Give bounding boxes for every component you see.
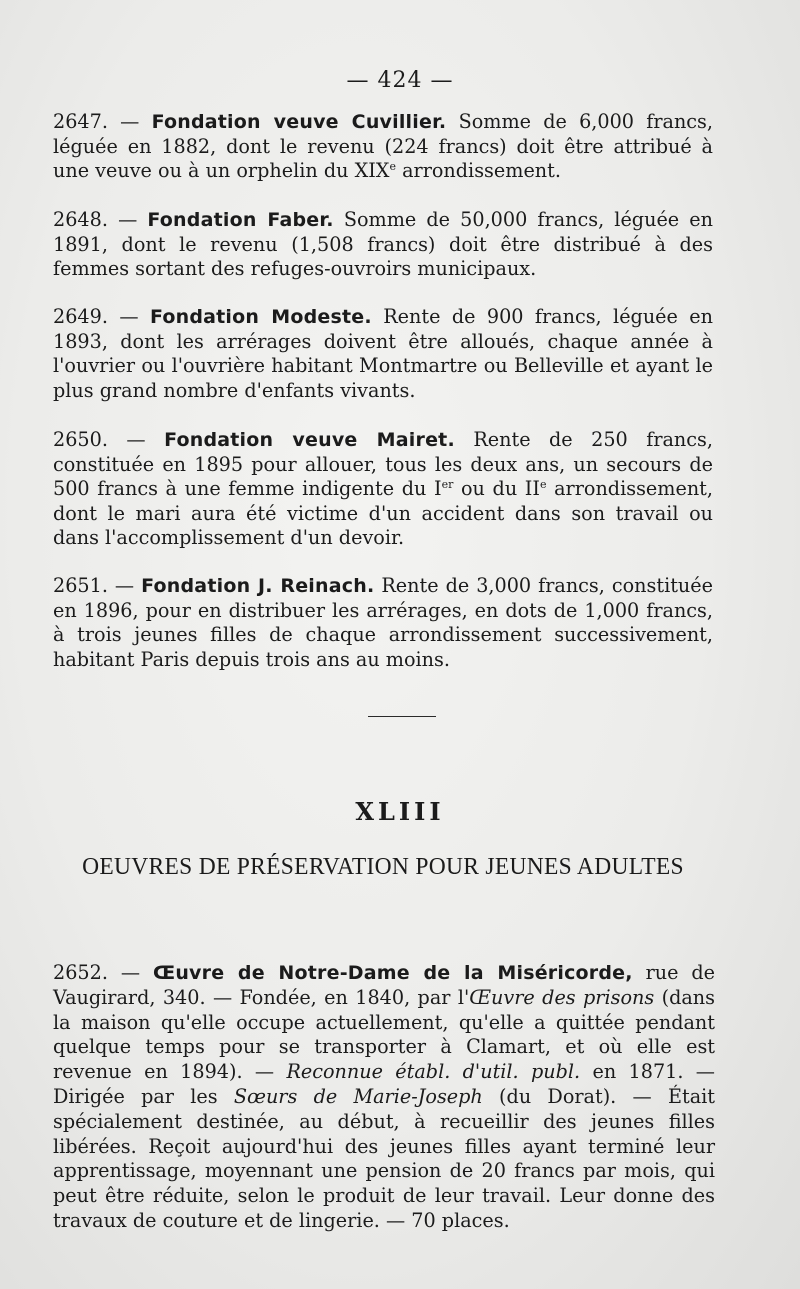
- entry-2651: [53, 574, 713, 672]
- entry-number: 2647.: [53, 110, 108, 133]
- entry-dash: —: [107, 961, 153, 984]
- chapter-title: OEUVRES DE PRÉSERVATION POUR JEUNES ADULTES: [82, 853, 684, 880]
- entry-text: (du Dorat). — Était spécialement destinée, au début, à recueillir des jeunes filles libérées. Reçoit aujourd'hui des jeunes filles ayant terminé leur apprentissage, moyennant une pension de 20 francs par mois, qui peut être réduite, selon le produit de leur travail. Leur donne des travaux de couture et de lingerie. — 70 places.: [53, 1084, 715, 1232]
- entry-text: Somme de 50,000 francs, léguée en 1891, dont le revenu (1,508 francs) doit être distribué à des femmes sortant des refuges-ouvroirs municipaux.: [53, 208, 713, 280]
- entry-number: 2648.: [53, 208, 108, 231]
- entry-dash: —: [107, 208, 148, 231]
- entry-2649: [53, 305, 713, 403]
- entry-text: arrondissement.: [395, 159, 561, 182]
- page-number: — 424 —: [346, 68, 454, 93]
- chapter-number: XLIII: [355, 797, 445, 826]
- entry-2648: [53, 208, 713, 282]
- entry-dash: —: [107, 110, 152, 133]
- italic-text: Sœurs de Marie-Joseph: [233, 1084, 483, 1108]
- entry-2647: [53, 110, 713, 184]
- entry-text: ou du II: [453, 477, 540, 500]
- entry-name: Fondation Faber.: [147, 209, 334, 231]
- entry-text: rue de Vaugirard, 340. — Fondée, en 1840, par l': [53, 961, 716, 1009]
- entry-text: (dans la maison qu'elle occupe actuellement, qu'elle a quittée pendant quelque temps pour se transporter à Clamart, et où elle est revenue en 1894). —: [53, 985, 716, 1084]
- italic-text: Œuvre des prisons: [469, 985, 655, 1009]
- section-separator-rule: [368, 716, 436, 717]
- entry-2650: [53, 428, 713, 551]
- superscript: e: [539, 478, 547, 491]
- entry-name: Œuvre de Notre-Dame de la Miséricorde,: [152, 962, 633, 984]
- entry-text: Rente de 900 francs, léguée en 1893, dont les arrérages doivent être alloués, chaque année à l'ouvrier ou l'ouvrière habitant Montmartre ou Belleville et ayant le plus grand nombre d'enfants vivants.: [53, 305, 714, 402]
- entry-text: Rente de 250 francs, constituée en 1895 pour allouer, tous les deux ans, un secours de 500 francs à une femme indigente du I: [53, 428, 713, 500]
- entry-2652: [53, 961, 715, 1234]
- entry-number: 2651.: [53, 574, 108, 597]
- entry-dash: —: [107, 574, 142, 597]
- entry-name: Fondation J. Reinach.: [141, 575, 375, 597]
- superscript: e: [389, 160, 396, 173]
- entry-text: en 1871. — Dirigée par les: [53, 1060, 715, 1108]
- entry-dash: —: [107, 428, 165, 451]
- entry-dash: —: [107, 305, 150, 328]
- entry-number: 2652.: [53, 961, 108, 984]
- entry-text: arrondissement, dont le mari aura été victime d'un accident dans son travail ou dans l'accomplissement d'un devoir.: [53, 477, 713, 549]
- superscript: er: [441, 478, 454, 491]
- entry-number: 2649.: [53, 305, 108, 328]
- entry-number: 2650.: [53, 428, 108, 451]
- entry-name: Fondation Modeste.: [149, 306, 372, 328]
- entry-text: Rente de 3,000 francs, constituée en 1896, pour en distribuer les arrérages, en dots de 1,000 francs, à trois jeunes filles de chaque arrondissement successivement, habitant Paris depuis trois ans au moins.: [53, 574, 713, 671]
- entry-text: Somme de 6,000 francs, léguée en 1882, dont le revenu (224 francs) doit être attribué à une veuve ou à un orphelin du XIX: [53, 110, 713, 182]
- italic-text: Reconnue établ. d'util. publ.: [286, 1060, 581, 1084]
- entry-name: Fondation veuve Mairet.: [164, 429, 455, 451]
- entry-name: Fondation veuve Cuvillier.: [151, 111, 447, 133]
